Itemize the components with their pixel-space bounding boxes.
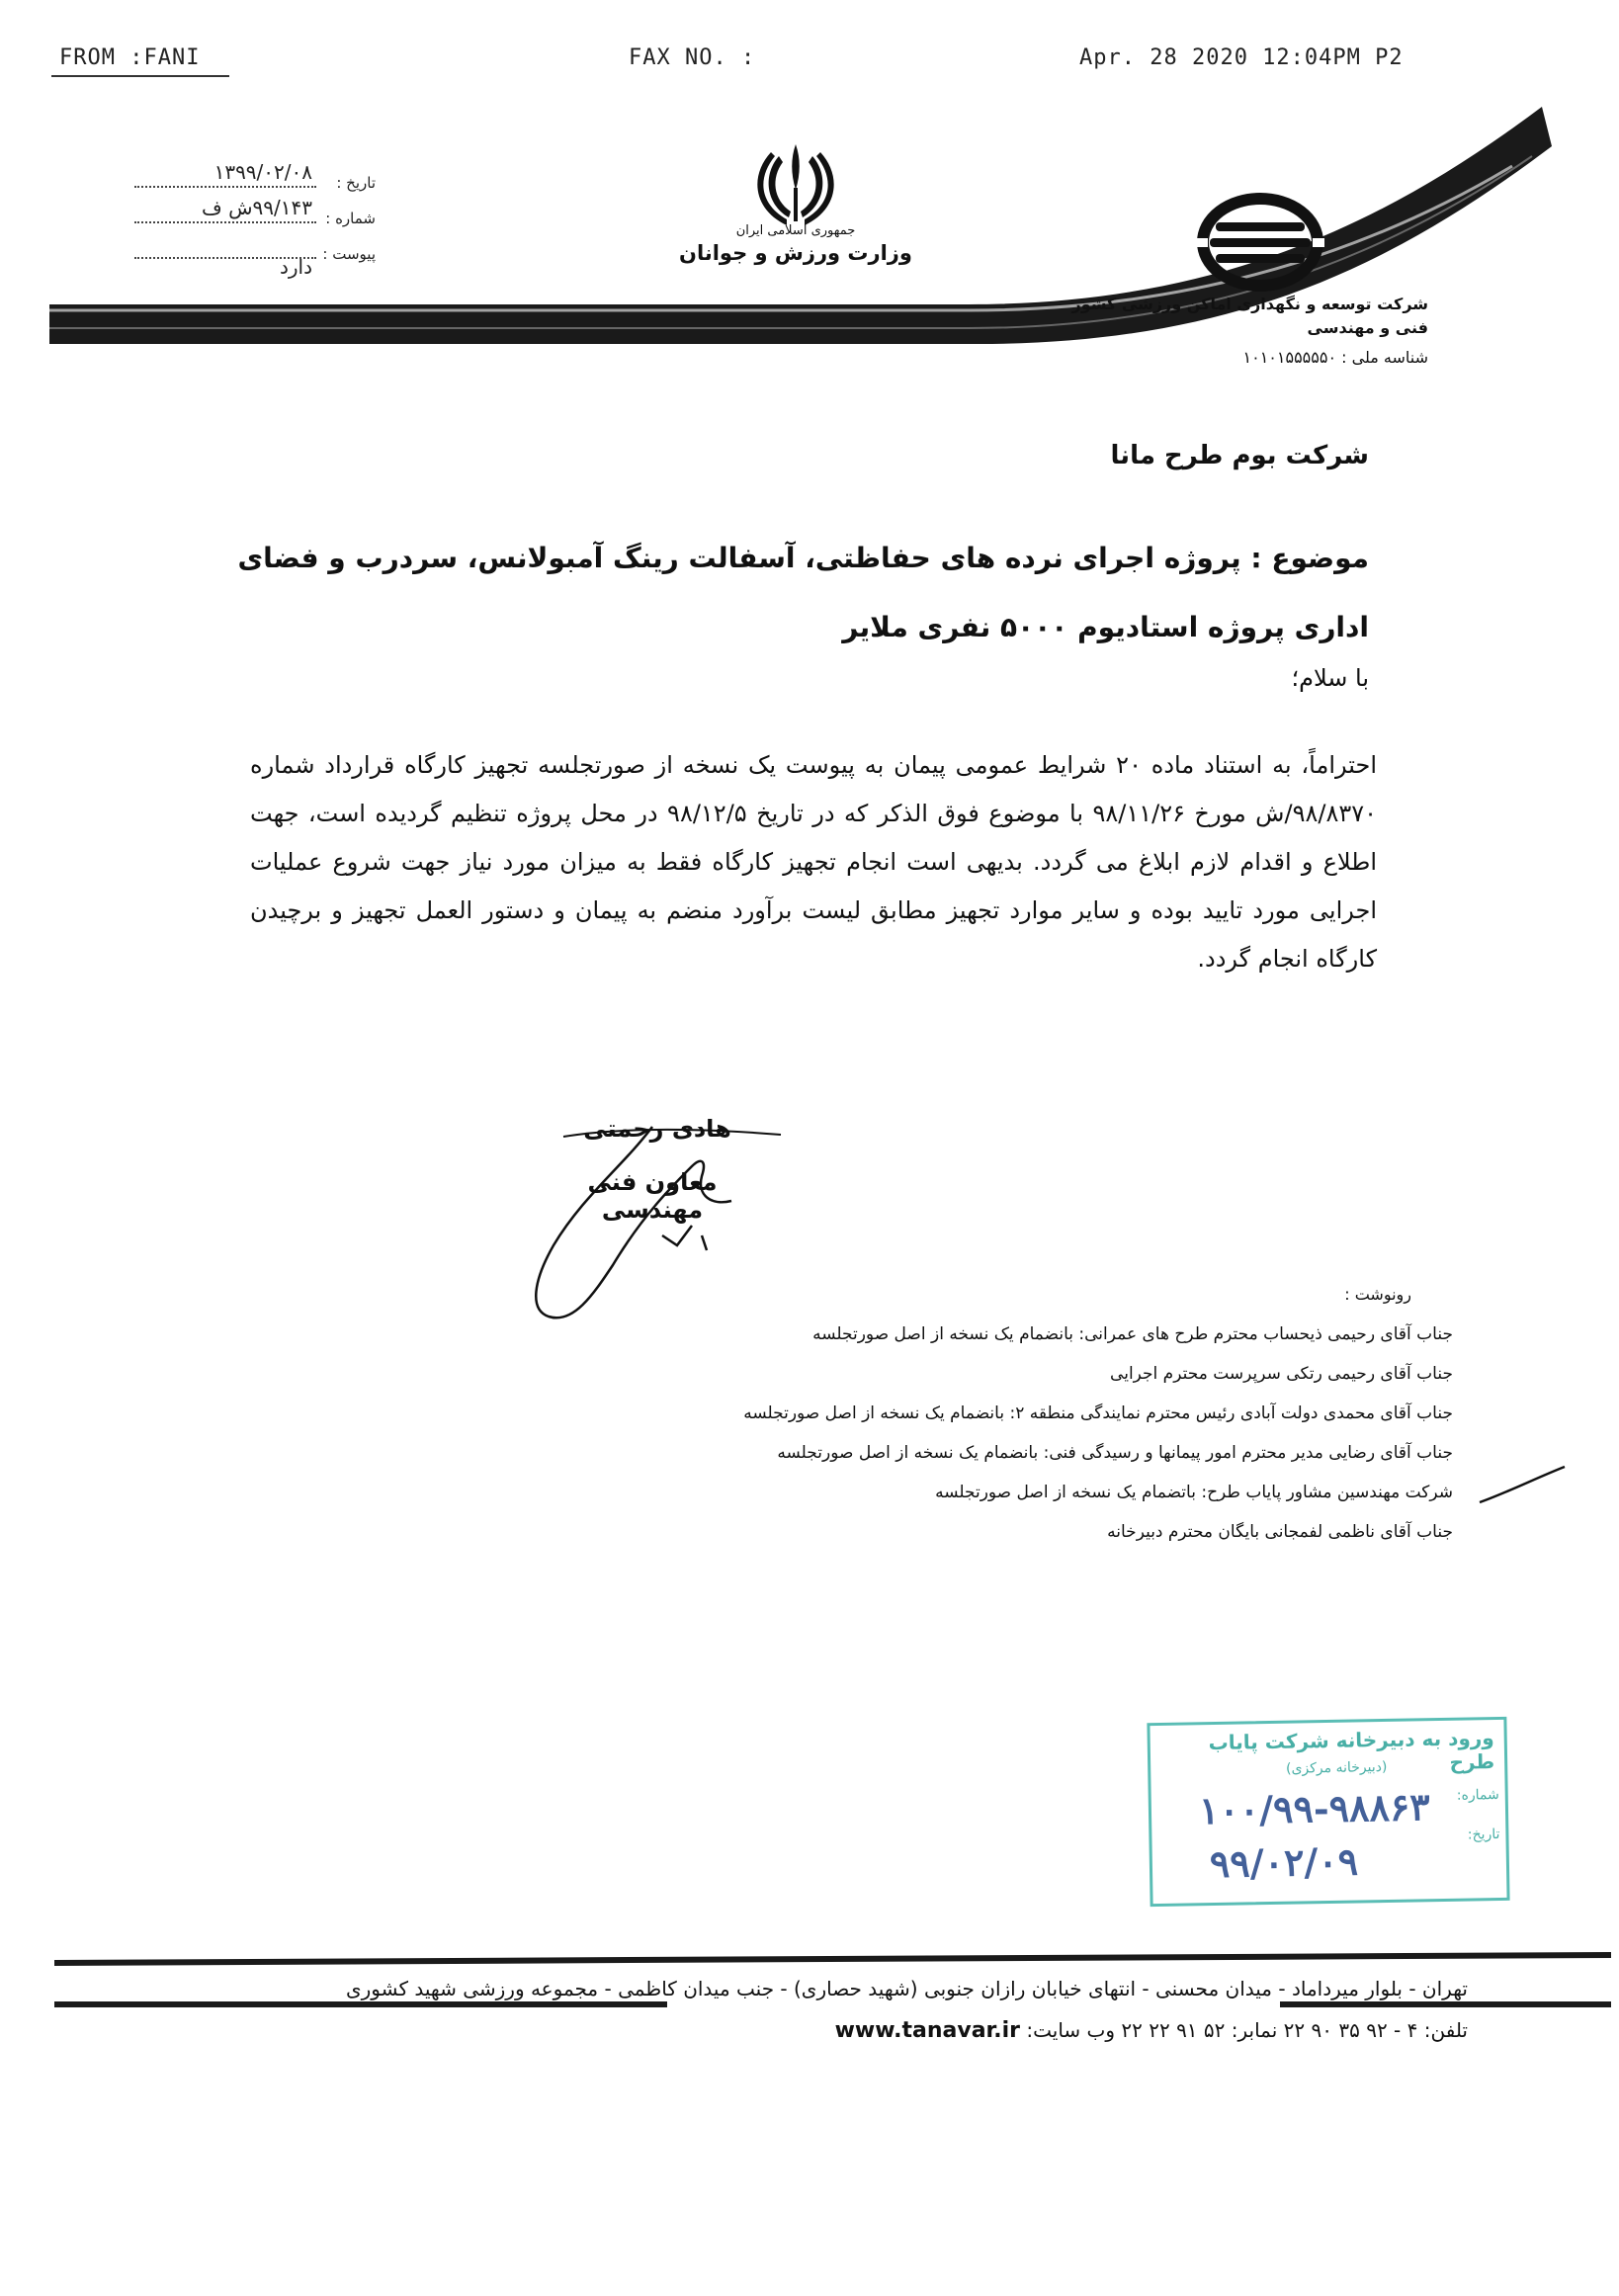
stamp-subtitle: (دبیرخانه مرکزی) xyxy=(1285,1758,1388,1777)
cc-list-item: جناب آقای محمدی دولت آبادی رئیس محترم نمایندگی منطقه ۲: بانضمام یک نسخه از اصل صورتجلسه xyxy=(743,1403,1453,1423)
iran-emblem-icon xyxy=(751,138,840,229)
company-logo-icon xyxy=(1196,193,1324,292)
meta-date-row xyxy=(128,160,376,200)
greeting: با سلام؛ xyxy=(1291,664,1369,692)
stamp-number: ۱۰۰/۹۹-۹۸۸۶۳ xyxy=(1198,1784,1431,1833)
ministry-name: وزارت ورزش و جوانان xyxy=(679,241,912,265)
letter-date: ۱۳۹۹/۰۲/۰۸ xyxy=(213,160,312,184)
cc-list-item: شرکت مهندسین مشاور پایاب طرح: باتضمام یک نسخه از اصل صورتجلسه xyxy=(935,1483,1453,1502)
meta-number-row xyxy=(128,196,376,235)
cc-list-item: جناب آقای رضایی مدیر محترم امور پیمانها و رسیدگی فنی: بانضمام یک نسخه از اصل صورتجلسه xyxy=(777,1443,1453,1463)
cc-list-item: جناب آقای ناظمی لفمجانی بایگان محترم دبیرخانه xyxy=(1107,1522,1453,1542)
footer-contact xyxy=(183,2018,1468,2043)
date-label: تاریخ : xyxy=(336,174,376,192)
attachment-label: پیوست : xyxy=(322,245,376,263)
letter-number: ۹۹/۱۴۳ش ف xyxy=(202,196,312,219)
handwritten-arrow-mark xyxy=(1478,1463,1567,1512)
fax-from-underline xyxy=(51,75,229,77)
footer-phone-fax: تلفن: ۴ - ۹۲ ۳۵ ۹۰ ۲۲ نمابر: ۵۲ ۹۱ ۲۲ ۲۲ وب سایت: xyxy=(1026,2018,1468,2042)
letter-meta-block xyxy=(128,160,376,279)
recipient-name: شرکت بوم طرح مانا xyxy=(1110,441,1369,470)
ministry-caption: جمهوری اسلامی ایران xyxy=(735,223,856,238)
fax-number: FAX NO. : xyxy=(629,45,756,70)
stamp-date-label: تاریخ: xyxy=(1467,1826,1500,1843)
cc-list-item: جناب آقای رحیمی ذیحساب محترم طرح های عمرانی: بانضمام یک نسخه از اصل صورتجلسه xyxy=(812,1324,1453,1344)
fax-from: FROM :FANI xyxy=(59,45,201,70)
stamp-number-label: شماره: xyxy=(1456,1786,1499,1804)
letter-body: احتراماً، به استناد ماده ۲۰ شرایط عمومی پیمان به پیوست یک نسخه از صورتجلسه تجهیز کارگاه قرارداد شماره ۹۸/۸۳۷۰/ش مورخ ۹۸/۱۱/۲۶ با موضوع فوق الذکر که در تاریخ ۹۸/۱۲/۵ در محل پروژه تنظیم گردیده است، جهت اطلاع و اقدام لازم ابلاغ می گردد. بدیهی است انجام تجهیز کارگاه فقط به میزان مورد نیاز جهت شروع عملیات اجرایی مورد تایید بوده و سایر موارد تجهیز مطابق لیست برآورد منضم به پیمان و دستور العمل تجهیز و برچیدن کارگاه انجام گردد. xyxy=(250,751,1378,973)
fax-datetime: Apr. 28 2020 12:04PM P2 xyxy=(1079,45,1404,70)
footer-address: تهران - بلوار میرداماد - میدان محسنی - انتهای خیابان رازان جنوبی (شهید حصاری) - جنب میدان کاظمی - مجموعه ورزشی شهید کشوری xyxy=(345,1977,1468,2000)
received-stamp xyxy=(1147,1717,1509,1907)
meta-attachment-row xyxy=(128,235,376,279)
stamp-date: ۹۹/۰۲/۰۹ xyxy=(1209,1838,1359,1887)
signatory-title: معاون فنی مهندسی xyxy=(587,1168,718,1224)
signatory-name: هادی رحمتی xyxy=(583,1115,731,1143)
cc-list-item: جناب آقای رحیمی رتکی سرپرست محترم اجرایی xyxy=(1110,1364,1453,1384)
footer-website: www.tanavar.ir xyxy=(834,2018,1021,2043)
cc-list xyxy=(366,1315,1453,1552)
number-label: شماره : xyxy=(325,210,376,227)
company-national-id: شناسه ملی : ۱۰۱۰۱۵۵۵۵۵۰ xyxy=(1242,348,1428,367)
company-name: شرکت توسعه و نگهداری اماکن ورزشی کشور xyxy=(1071,295,1428,313)
stamp-title: ورود به دبیرخانه شرکت پایاب طرح xyxy=(1208,1726,1495,1774)
company-department: فنی و مهندسی xyxy=(1307,318,1428,337)
letter-attachment: دارد xyxy=(279,255,312,279)
cc-heading: رونوشت : xyxy=(1344,1285,1411,1304)
letter-subject: موضوع : پروژه اجرای نرده های حفاظتی، آسفالت رینگ آمبولانس، سردرب و فضای اداری پروژه استادیوم ۵۰۰۰ نفری ملایر xyxy=(237,542,1369,643)
